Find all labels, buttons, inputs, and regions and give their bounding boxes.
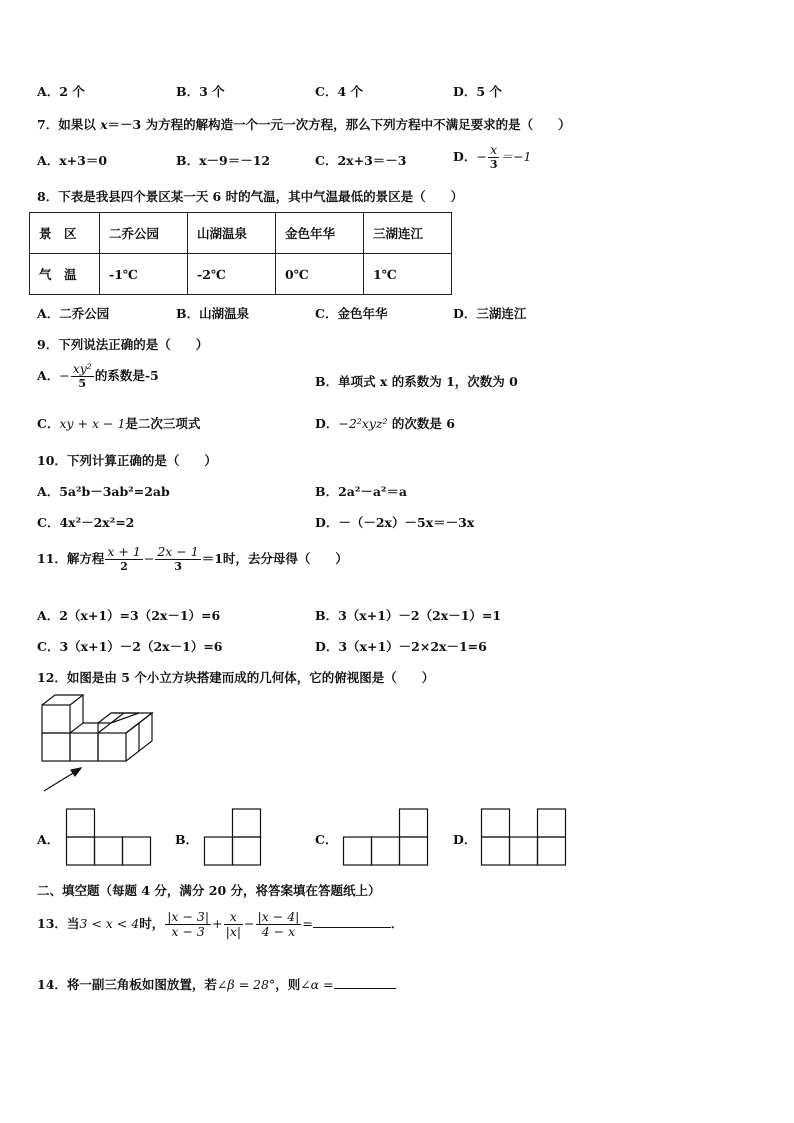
q9-option-d-math: −2²xyz² [338,416,388,431]
q11-stem-suffix: ＝1时，去分母得（ ） [201,551,348,566]
q9-option-a: A．− $\frac{\text{xy²}}{5}$ 的系数是-5 [37,361,159,390]
q9-option-c-label: C． [37,416,60,431]
q11-fraction-2: $\frac{2x - 1}{3}$ [157,544,199,573]
q10-option-a: A．5a²b－3ab²=2ab [37,484,170,499]
table-cell: 三湖连江 [364,213,452,254]
q13-stem: 13．当3 < x < 4时， $\frac{|x - 3|}{x - 3}$ + $\frac{x}{|x|}$ − $\frac{|x - 4|}{4 - x}$ = ． [37,909,404,939]
q12-option-a-grid [66,808,152,866]
q14-stem [37,975,396,993]
q13-period: ． [390,916,404,931]
q9-option-c-math: xy + x − 1 [59,416,126,431]
q14-stem-text: ，则 [275,977,301,992]
q12-option-b-label: B． [175,832,199,847]
q12-option-a-label: A． [37,832,60,847]
q14-answer-blank[interactable] [334,988,396,989]
q7-stem-text: ＝－3 为方程的解构造一个一元一次方程，那么下列方程中不满足要求的是（ ） [107,117,571,132]
q13-fraction-2: $\frac{x}{|x|}$ [225,909,242,939]
q11-fraction-1: $\frac{x + 1}{2}$ [107,544,141,573]
q11-option-c: C．3（x+1）－2（2x－1）=6 [37,639,223,654]
q14-stem-prefix: 14．将一副三角板如图放置，若 [37,977,217,992]
q7-option-d-label: D． [453,149,477,164]
q12-option-c-grid [343,808,429,866]
q10-stem: 10．下列计算正确的是（ ） [37,453,217,468]
q6-option-a: A．2 个 [37,84,85,99]
q9-option-b: B．单项式 x 的系数为 1，次数为 0 [315,374,518,389]
q9-option-d-label: D． [315,416,339,431]
q12-option-d-label: D． [453,832,477,847]
q12-option-b-grid [204,808,262,866]
q9-stem: 9．下列说法正确的是（ ） [37,337,209,352]
table-cell: 0℃ [276,254,364,295]
q14-alpha: ∠α = [300,977,334,992]
q8-option-a: A．二乔公园 [37,306,110,321]
table-cell: 山湖温泉 [188,213,276,254]
q14-beta: ∠β = 28° [216,977,276,992]
q7-option-d-rhs: ＝−1 [500,149,532,164]
q13-fraction-1: $\frac{|x - 3|}{x - 3}$ [167,909,210,939]
q7-stem-variable: x [100,117,108,132]
q8-option-d: D．三湖连江 [453,306,527,321]
q8-stem: 8．下表是我县四个景区某一天 6 时的气温，其中气温最低的景区是（ ） [37,189,464,204]
q13-fraction-3: $\frac{|x - 4|}{4 - x}$ [257,909,300,939]
q6-option-c: C．4 个 [315,84,363,99]
table-cell: 景 区 [30,213,100,254]
q13-answer-blank[interactable] [313,927,391,928]
section-title: 二、填空题（每题 4 分，满分 20 分，将答案填在答题纸上） [37,883,381,898]
q9-option-a-text: 的系数是-5 [94,368,159,383]
q7-stem-prefix: 7．如果以 [37,117,101,132]
q10-option-b: B．2a²－a²＝a [315,484,408,499]
table-cell: 金色年华 [276,213,364,254]
q11-stem: 11．解方程 $\frac{x + 1}{2}$ − $\frac{2x - 1}{3}$ ＝1时，去分母得（ ） [37,544,348,573]
q7-option-d-fraction: $\frac{x}{3}$ [489,142,498,171]
q12-option-d-grid [481,808,567,866]
q7-option-c: C．2x+3＝－3 [315,153,407,168]
q9-option-a-fraction: $\frac{\text{xy²}}{5}$ [72,361,92,390]
q7-option-d: D．− $\frac{x}{3}$ ＝−1 [453,142,532,171]
table-cell: 二乔公园 [100,213,188,254]
table-cell: 气 温 [30,254,100,295]
q11-stem-prefix: 11．解方程 [37,551,105,566]
q8-option-b: B．山湖温泉 [176,306,250,321]
q11-option-b: B．3（x+1）－2（2x－1）=1 [315,608,502,623]
q7-option-b: B．x－9＝－12 [176,153,271,168]
q7-option-a: A．x+3＝0 [37,153,108,168]
table-cell: -2℃ [188,254,276,295]
q9-option-d [315,414,455,432]
q10-option-c: C．4x²－2x²=2 [37,515,135,530]
q12-stem: 12．如图是由 5 个小立方块搭建而成的几何体，它的俯视图是（ ） [37,670,435,685]
q6-option-b: B．3 个 [176,84,225,99]
q13-stem-text: 时， [139,916,165,931]
q13-stem-prefix: 13．当 [37,916,80,931]
table-cell: -1℃ [100,254,188,295]
table-cell: 1℃ [364,254,452,295]
q9-option-c-text: 是二次三项式 [125,416,201,431]
q9-option-d-text: 的次数是 6 [387,416,455,431]
q11-option-a: A．2（x+1）=3（2x－1）=6 [37,608,221,623]
q9-option-a-label: A． [37,368,60,383]
q11-option-d: D．3（x+1）－2×2x－1=6 [315,639,487,654]
q12-option-c-label: C． [315,832,338,847]
q6-option-d: D．5 个 [453,84,502,99]
q8-option-c: C．金色年华 [315,306,388,321]
q10-option-d: D．－（－2x）－5x＝－3x [315,515,475,530]
q13-condition: 3 < x < 4 [79,916,140,931]
cube-figure [0,0,200,800]
